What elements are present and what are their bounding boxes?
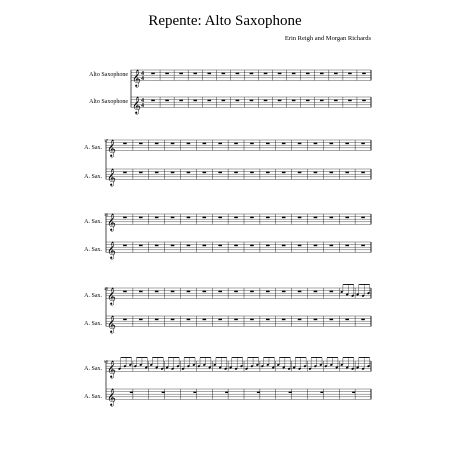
- score-title: Repente: Alto Saxophone: [148, 13, 302, 29]
- whole-rest: [139, 291, 143, 293]
- whole-rest: [330, 172, 334, 174]
- whole-rest: [282, 143, 286, 145]
- whole-rest: [282, 291, 286, 293]
- measure-number: 33: [104, 212, 108, 217]
- whole-rest: [314, 319, 318, 321]
- treble-clef-icon: 𝄞: [107, 286, 116, 305]
- treble-clef-icon: 𝄞: [107, 314, 116, 333]
- time-signature-numerator: 4: [141, 70, 144, 77]
- whole-rest: [266, 319, 270, 321]
- whole-rest: [222, 73, 226, 75]
- whole-rest: [250, 172, 254, 174]
- whole-rest: [236, 100, 240, 102]
- measure-number: 49: [104, 286, 108, 291]
- whole-rest: [282, 217, 286, 219]
- whole-rest: [345, 143, 349, 145]
- whole-rest: [123, 291, 127, 293]
- time-signature-numerator: 4: [141, 97, 144, 104]
- whole-rest: [207, 73, 211, 75]
- whole-rest: [218, 245, 222, 247]
- whole-rest: [345, 319, 349, 321]
- whole-rest: [282, 172, 286, 174]
- whole-rest: [250, 143, 254, 145]
- whole-rest: [123, 172, 127, 174]
- whole-rest: [348, 73, 352, 75]
- whole-rest: [250, 245, 254, 247]
- whole-rest: [250, 100, 254, 102]
- whole-rest: [193, 73, 197, 75]
- whole-rest: [187, 291, 191, 293]
- whole-rest: [222, 100, 226, 102]
- whole-rest: [250, 291, 254, 293]
- whole-rest: [362, 100, 366, 102]
- whole-rest: [314, 143, 318, 145]
- staff-label: Alto Saxophone: [89, 72, 128, 78]
- whole-rest: [162, 392, 165, 393]
- whole-rest: [320, 392, 323, 393]
- whole-rest: [203, 172, 207, 174]
- whole-rest: [334, 100, 338, 102]
- whole-rest: [314, 245, 318, 247]
- whole-rest: [282, 245, 286, 247]
- whole-rest: [179, 73, 183, 75]
- whole-rest: [218, 291, 222, 293]
- whole-rest: [155, 291, 159, 293]
- whole-rest: [155, 217, 159, 219]
- whole-rest: [266, 217, 270, 219]
- whole-rest: [155, 245, 159, 247]
- whole-rest: [171, 143, 175, 145]
- whole-rest: [123, 217, 127, 219]
- whole-rest: [165, 73, 169, 75]
- treble-clef-icon: 𝄞: [107, 167, 116, 186]
- whole-rest: [282, 319, 286, 321]
- whole-rest: [250, 319, 254, 321]
- whole-rest: [234, 143, 238, 145]
- whole-rest: [264, 100, 268, 102]
- whole-rest: [289, 392, 292, 393]
- whole-rest: [292, 100, 296, 102]
- whole-rest: [298, 319, 302, 321]
- whole-rest: [171, 319, 175, 321]
- whole-rest: [345, 217, 349, 219]
- whole-rest: [187, 143, 191, 145]
- whole-rest: [320, 73, 324, 75]
- whole-rest: [187, 319, 191, 321]
- whole-rest: [361, 319, 365, 321]
- treble-clef-icon: 𝄞: [107, 359, 116, 378]
- whole-rest: [361, 245, 365, 247]
- whole-rest: [298, 172, 302, 174]
- treble-clef-icon: 𝄞: [132, 95, 141, 114]
- whole-rest: [266, 172, 270, 174]
- whole-rest: [234, 245, 238, 247]
- whole-rest: [345, 172, 349, 174]
- whole-rest: [218, 172, 222, 174]
- staff-label: A. Sax.: [84, 293, 102, 299]
- whole-rest: [151, 100, 155, 102]
- whole-rest: [187, 217, 191, 219]
- whole-rest: [330, 319, 334, 321]
- measure-number: 65: [104, 359, 108, 364]
- whole-rest: [130, 392, 133, 393]
- time-signature-denominator: 4: [141, 76, 144, 83]
- whole-rest: [139, 217, 143, 219]
- whole-rest: [361, 143, 365, 145]
- whole-rest: [187, 172, 191, 174]
- staff-label: A. Sax.: [84, 145, 102, 151]
- whole-rest: [155, 172, 159, 174]
- whole-rest: [292, 73, 296, 75]
- whole-rest: [151, 73, 155, 75]
- whole-rest: [155, 319, 159, 321]
- whole-rest: [203, 291, 207, 293]
- staff-label: A. Sax.: [84, 247, 102, 253]
- staff-label: A. Sax.: [84, 321, 102, 327]
- whole-rest: [171, 291, 175, 293]
- whole-rest: [362, 73, 366, 75]
- whole-rest: [361, 217, 365, 219]
- whole-rest: [155, 143, 159, 145]
- whole-rest: [165, 100, 169, 102]
- treble-clef-icon: 𝄞: [107, 387, 116, 406]
- whole-rest: [139, 319, 143, 321]
- whole-rest: [179, 100, 183, 102]
- staff-label: A. Sax.: [84, 219, 102, 225]
- whole-rest: [234, 319, 238, 321]
- whole-rest: [171, 245, 175, 247]
- whole-rest: [361, 172, 365, 174]
- whole-rest: [218, 217, 222, 219]
- whole-rest: [266, 245, 270, 247]
- measure-number: 17: [104, 138, 108, 143]
- whole-rest: [352, 392, 355, 393]
- whole-rest: [298, 143, 302, 145]
- whole-rest: [306, 100, 310, 102]
- whole-rest: [123, 245, 127, 247]
- whole-rest: [203, 217, 207, 219]
- whole-rest: [139, 245, 143, 247]
- staff-label: A. Sax.: [84, 174, 102, 180]
- whole-rest: [193, 392, 196, 393]
- whole-rest: [234, 217, 238, 219]
- whole-rest: [348, 100, 352, 102]
- whole-rest: [171, 217, 175, 219]
- whole-rest: [207, 100, 211, 102]
- whole-rest: [218, 319, 222, 321]
- whole-rest: [187, 245, 191, 247]
- whole-rest: [203, 319, 207, 321]
- treble-clef-icon: 𝄞: [107, 240, 116, 259]
- whole-rest: [250, 73, 254, 75]
- staff-label: Alto Saxophone: [89, 99, 128, 105]
- whole-rest: [139, 143, 143, 145]
- whole-rest: [171, 172, 175, 174]
- whole-rest: [345, 245, 349, 247]
- whole-rest: [234, 291, 238, 293]
- treble-clef-icon: 𝄞: [107, 212, 116, 231]
- whole-rest: [306, 73, 310, 75]
- whole-rest: [139, 172, 143, 174]
- whole-rest: [264, 73, 268, 75]
- composer-credit: Erin Reigh and Morgan Richards: [284, 35, 371, 42]
- whole-rest: [330, 217, 334, 219]
- whole-rest: [278, 73, 282, 75]
- whole-rest: [298, 245, 302, 247]
- whole-rest: [314, 217, 318, 219]
- whole-rest: [193, 100, 197, 102]
- whole-rest: [330, 143, 334, 145]
- whole-rest: [266, 143, 270, 145]
- treble-clef-icon: 𝄞: [132, 68, 141, 87]
- whole-rest: [266, 291, 270, 293]
- staff-label: A. Sax.: [84, 394, 102, 400]
- whole-rest: [320, 100, 324, 102]
- staff-label: A. Sax.: [84, 366, 102, 372]
- whole-rest: [298, 291, 302, 293]
- whole-rest: [298, 217, 302, 219]
- whole-rest: [203, 245, 207, 247]
- whole-rest: [330, 245, 334, 247]
- whole-rest: [278, 100, 282, 102]
- whole-rest: [257, 392, 260, 393]
- whole-rest: [330, 291, 334, 293]
- whole-rest: [314, 172, 318, 174]
- whole-rest: [123, 319, 127, 321]
- whole-rest: [123, 143, 127, 145]
- whole-rest: [334, 73, 338, 75]
- whole-rest: [218, 143, 222, 145]
- whole-rest: [225, 392, 228, 393]
- whole-rest: [203, 143, 207, 145]
- whole-rest: [234, 172, 238, 174]
- whole-rest: [236, 73, 240, 75]
- whole-rest: [314, 291, 318, 293]
- time-signature-denominator: 4: [141, 103, 144, 110]
- treble-clef-icon: 𝄞: [107, 138, 116, 157]
- whole-rest: [250, 217, 254, 219]
